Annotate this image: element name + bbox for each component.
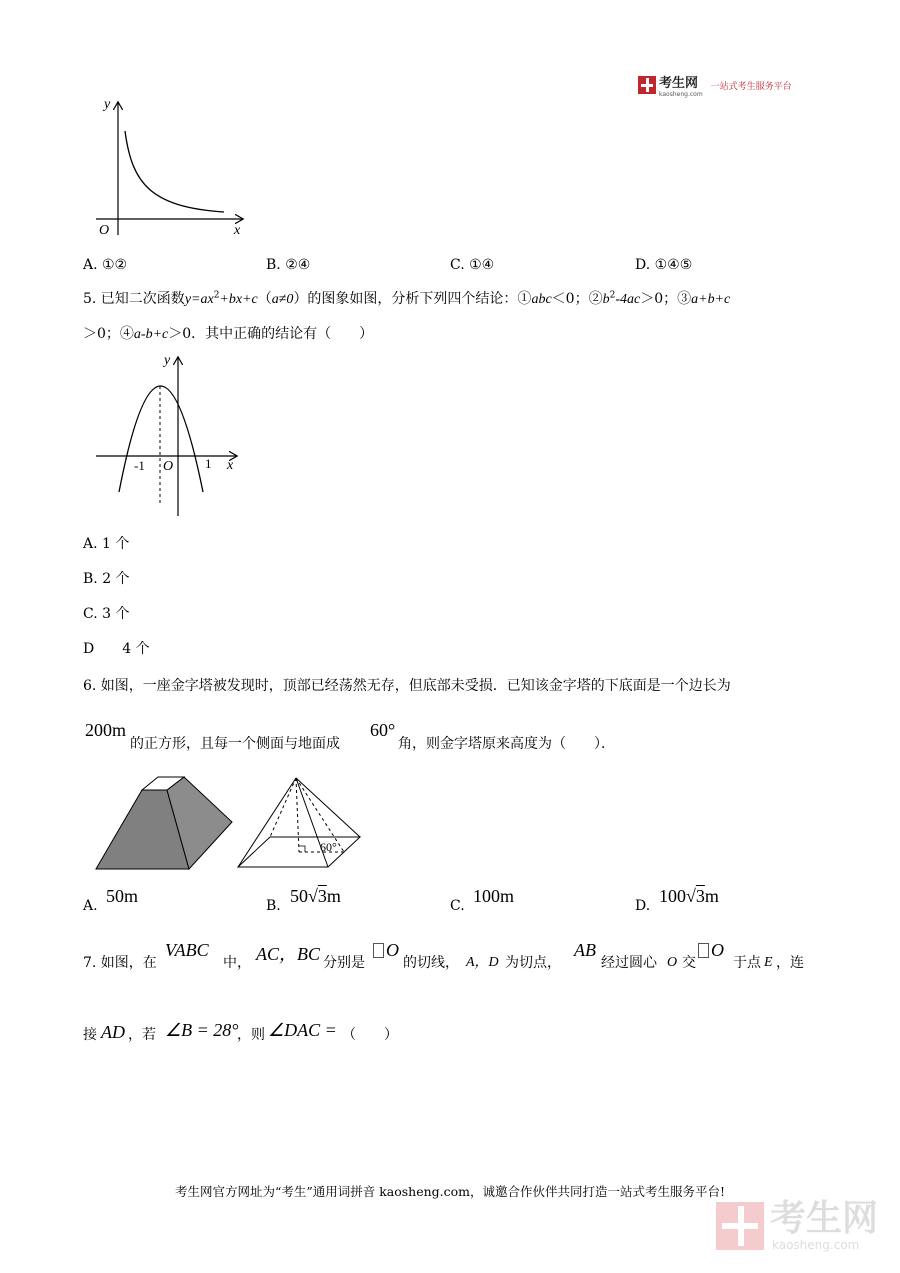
graph-decay-curve <box>92 95 252 240</box>
q4-option-a[interactable]: A. ①② <box>83 257 128 273</box>
footer-text: 考生网官方网址为“考生”通用词拼音 kaosheng.com，诚邀合作伙伴共同打造一站式考生服务平台! <box>174 1184 726 1199</box>
watermark-icon <box>716 1202 764 1250</box>
origin-label: O <box>99 223 110 238</box>
q7-l2-d: （ ） <box>342 1027 398 1043</box>
q6-option-d-label[interactable]: D. <box>635 898 651 914</box>
q7-t1: 7. 如图，在 <box>83 955 157 971</box>
q5-option-a[interactable]: A. 1 个 <box>83 536 130 552</box>
q7-t2: 中， <box>223 955 251 971</box>
d-coef: 100 <box>659 886 686 906</box>
q6-option-c-label[interactable]: C. <box>450 898 465 914</box>
q7-angle-dac: ∠DAC = <box>268 1020 337 1040</box>
q5-line2-b: ＞0．其中正确的结论有（ ） <box>168 326 374 342</box>
q7-sides: AC，BC <box>256 944 321 964</box>
decay-curve <box>125 131 224 212</box>
tick-1-label: 1 <box>205 456 212 471</box>
truncated-pyramid-figure <box>94 774 234 872</box>
q6-option-c-value[interactable]: 100m <box>473 886 515 906</box>
q7-center-o: O <box>667 955 678 970</box>
sqrt-icon: √ <box>308 886 318 906</box>
q6-option-b-label[interactable]: B. <box>266 898 281 914</box>
q7-circle2: O <box>711 940 724 960</box>
q5-c3: a+b+c <box>691 292 731 307</box>
q7-t6: 经过圆心 <box>601 955 657 971</box>
q5-cond-close: ）的图象如图，分析下列四个结论：① <box>293 291 532 307</box>
graph-parabola <box>92 352 242 518</box>
sqrt-icon: √ <box>686 886 696 906</box>
q5-c1: abc <box>531 292 552 307</box>
logo-site: kaosheng.com <box>659 91 703 98</box>
q5-c2-sup: 2 <box>609 290 616 301</box>
watermark-site: kaosheng.com <box>772 1238 860 1252</box>
b-coef: 50 <box>290 886 308 906</box>
q7-l2-a: 接 <box>83 1027 97 1043</box>
pyramid-wireframe-figure <box>234 774 364 872</box>
q7-t9: ，连 <box>776 955 804 971</box>
q5-line1 <box>83 289 730 310</box>
q5-func-a: y=ax <box>184 292 214 307</box>
logo-icon <box>638 76 656 94</box>
q7-points: A，D <box>466 955 499 970</box>
q7-angle-b: ∠B = 28° <box>165 1020 239 1040</box>
q7-t5: 为切点， <box>505 955 561 971</box>
q5-line2-a: ＞0；④ <box>83 326 134 342</box>
d-unit: m <box>704 886 719 906</box>
q5-cond-open: （ <box>257 291 272 307</box>
angle-60-label: 60° <box>320 840 337 854</box>
q5-func-b: +bx+c <box>219 292 258 307</box>
q5-option-d[interactable]: D 4 个 <box>83 641 150 657</box>
q5-intro: 5. 已知二次函数 <box>83 291 185 307</box>
logo-name: 考生网 <box>659 76 699 91</box>
q5-c2-tail: ＞0；③ <box>640 291 692 307</box>
q6-val-60deg: 60° <box>370 720 396 740</box>
q7-t7: 交 <box>682 955 696 971</box>
q7-circle1: O <box>386 940 399 960</box>
q5-c2-b: -4ac <box>615 292 641 307</box>
q5-option-c[interactable]: C. 3 个 <box>83 606 130 622</box>
q6-text-mid1: 的正方形，且每一个侧面与地面成 <box>130 736 340 752</box>
edge-back-right <box>296 778 360 837</box>
q7-t4: 的切线， <box>403 955 459 971</box>
q5-cond: a≠0 <box>271 292 294 307</box>
q6-text-mid2: 角，则金字塔原来高度为（ ）． <box>398 736 615 752</box>
q5-c1-tail: ＜0；② <box>551 291 603 307</box>
header-logo <box>638 72 792 98</box>
q5-line2 <box>83 324 373 345</box>
y-axis-label: y <box>164 353 171 368</box>
b-unit: m <box>326 886 341 906</box>
edge-back-left <box>270 778 296 837</box>
q7-triangle: VABC <box>165 940 209 960</box>
watermark-name: 考生网 <box>770 1198 879 1239</box>
q7-l2-b: ，若 <box>128 1027 156 1043</box>
x-axis-label: x <box>227 458 234 473</box>
circle-symbol-icon <box>373 943 384 958</box>
q5-option-b[interactable]: B. 2 个 <box>83 571 130 587</box>
watermark-logo <box>716 1200 878 1252</box>
q6-option-a-label[interactable]: A. <box>83 898 98 914</box>
d-rad: 3 <box>695 886 705 906</box>
q6-val-200m: 200m <box>85 720 127 740</box>
q5-c2-a: b <box>602 292 610 307</box>
circle-symbol-icon <box>698 943 709 958</box>
q7-t3: 分别是 <box>323 955 365 971</box>
edge-front-left <box>238 778 296 867</box>
q7-point-e: E <box>764 955 773 970</box>
q7-l2-c: ，则 <box>237 1027 265 1043</box>
q7-ab: AB <box>574 940 596 960</box>
parabola-curve <box>119 386 203 492</box>
q5-func-sup: 2 <box>213 290 220 301</box>
q6-option-a-value[interactable]: 50m <box>106 886 139 906</box>
b-rad: 3 <box>317 886 327 906</box>
tick-neg1-label: -1 <box>134 458 145 473</box>
q5-c4: a-b+c <box>133 327 169 342</box>
q7-t8: 于点 <box>733 955 761 971</box>
x-axis-label: x <box>234 223 241 238</box>
logo-slogan: 一站式考生服务平台 <box>710 81 792 92</box>
q6-option-d-value[interactable] <box>659 886 719 907</box>
q6-line1: 6. 如图，一座金字塔被发现时，顶部已经荡然无存，但底部未受损．已知该金字塔的下底面是一个边长为 <box>83 678 731 694</box>
q4-option-b[interactable]: B. ②④ <box>266 257 311 273</box>
origin-label: O <box>163 459 174 474</box>
q6-option-b-value[interactable] <box>290 886 341 907</box>
height-line <box>296 778 299 852</box>
q4-option-d[interactable]: D. ①④⑤ <box>635 257 693 273</box>
right-angle-mark <box>299 846 305 852</box>
q4-option-c[interactable]: C. ①④ <box>450 257 495 273</box>
q7-ad: AD <box>101 1022 125 1042</box>
y-axis-label: y <box>104 97 111 112</box>
